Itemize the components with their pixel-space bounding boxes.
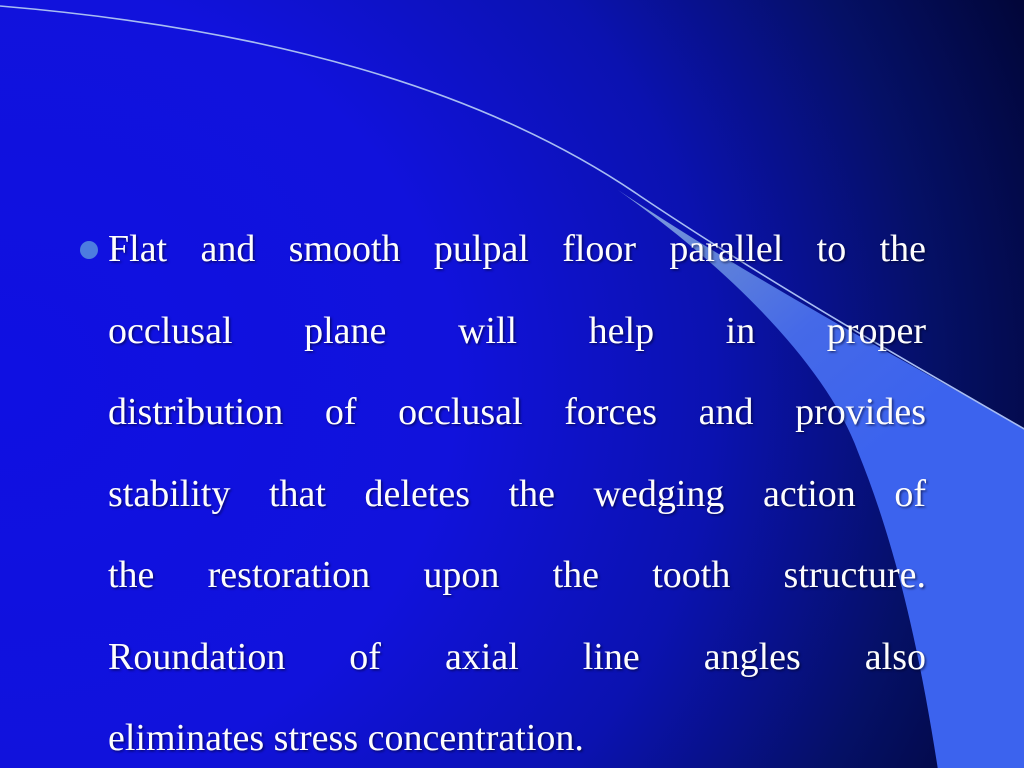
bullet-text-line: stability that deletes the wedging action of [108,472,926,515]
bullet-text-line: Flat and smooth pulpal floor parallel to the [108,228,926,270]
bullet-text-line: distribution of occlusal forces and provides [108,391,926,433]
bullet-text-line: eliminates stress concentration. [108,717,584,759]
bullet-text-line: the restoration upon the tooth structure. [108,554,926,596]
bullet-text-line: Roundation of axial line angles also [108,635,926,678]
bullet-dot [80,241,98,259]
bullet-text-line: occlusal plane will help in proper [108,309,926,352]
bullet-list [108,209,926,768]
